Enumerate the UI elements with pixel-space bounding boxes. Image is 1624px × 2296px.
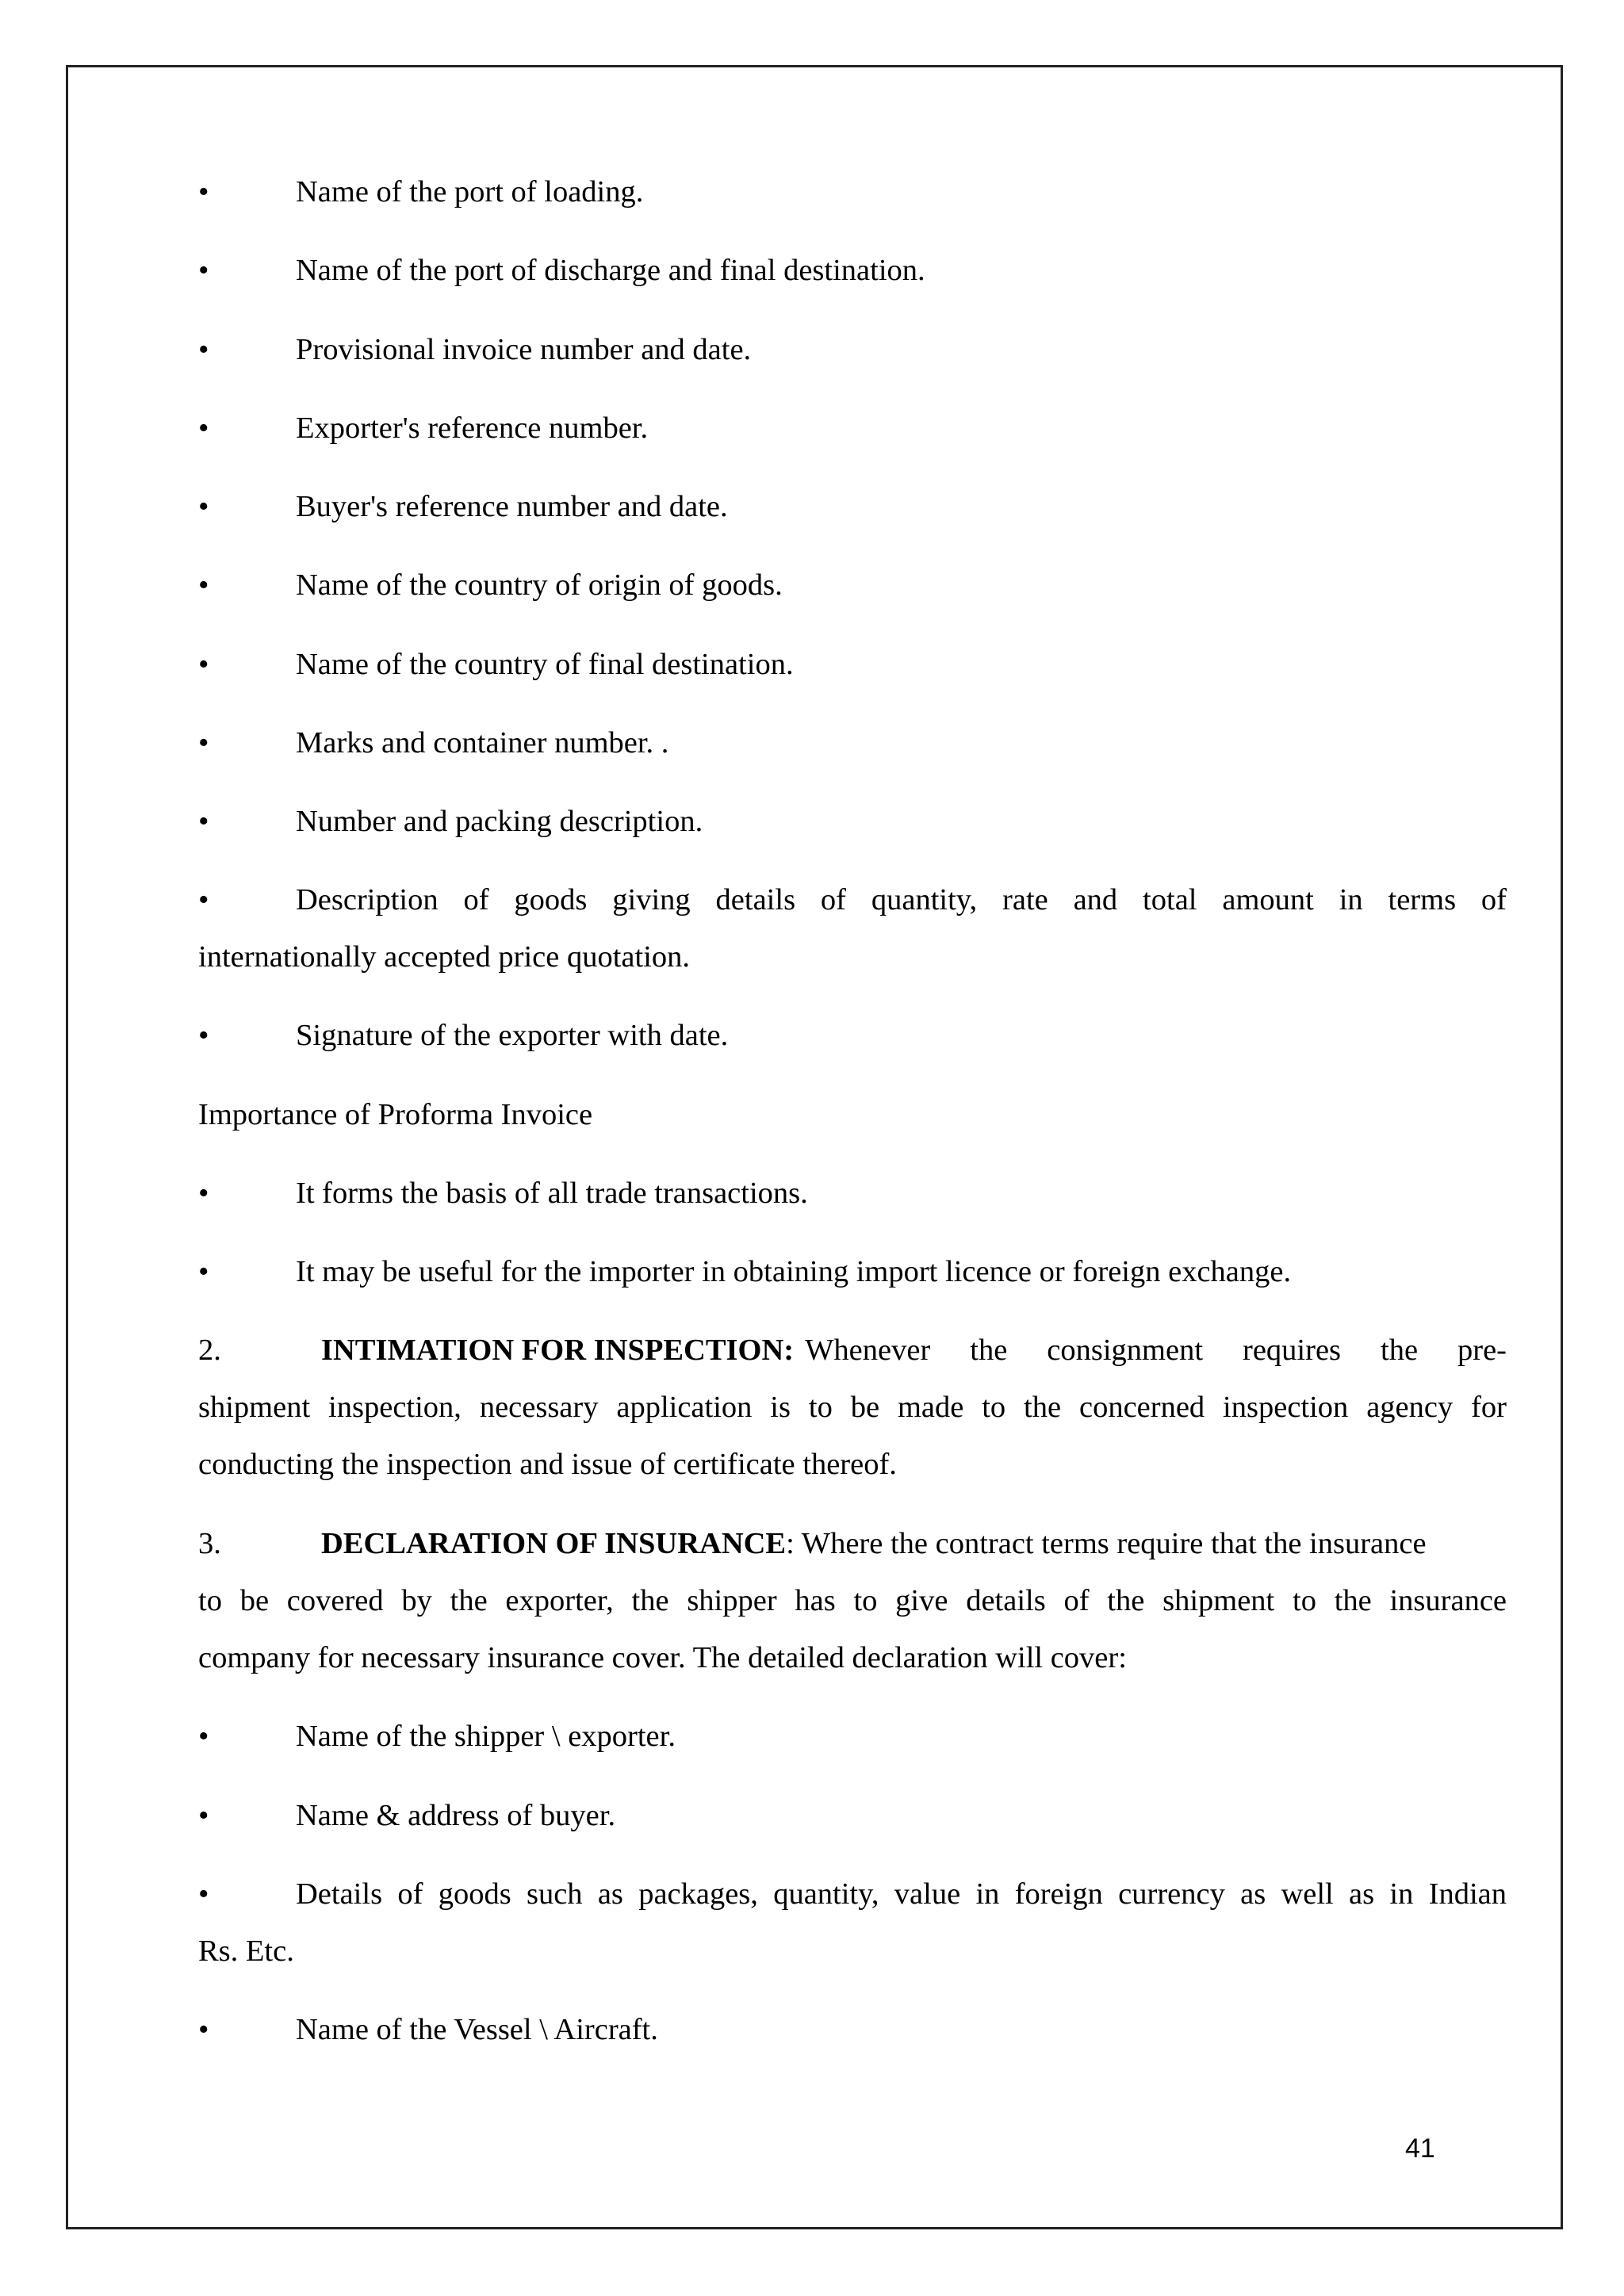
list-item-text: Name of the port of discharge and final destination. [296, 254, 925, 287]
list-item-text: It may be useful for the importer in obtaining import licence or foreign exchange. [296, 1255, 1292, 1288]
list-item-text: Number and packing description. [296, 805, 703, 838]
list-item-text: Exporter's reference number. [296, 411, 649, 445]
section-number: 3. [198, 1527, 221, 1560]
bullet-icon: • [198, 1799, 209, 1832]
list-item-text: Signature of the exporter with date. [296, 1019, 729, 1052]
section-3-line-2: to be covered by the exporter, the shipper has to give details of the shipment to the insurance [198, 1584, 1507, 1617]
bullet-icon: • [198, 411, 209, 445]
section-3-lead [321, 1515, 1427, 1572]
bullet-icon: • [198, 2013, 209, 2046]
list-item-text: Description of goods giving details of quantity, rate and total amount in terms of [296, 883, 1507, 916]
bullet-icon: • [198, 1255, 209, 1288]
list-item-text: Name of the port of loading. [296, 175, 644, 209]
section-number: 2. [198, 1334, 221, 1367]
section-2-lead [321, 1322, 1507, 1379]
list-item-text: Name of the country of origin of goods. [296, 568, 783, 602]
list-item-text: Buyer's reference number and date. [296, 490, 728, 523]
bullet-icon: • [198, 568, 209, 602]
bullet-icon: • [198, 490, 209, 523]
list-item-text: Name of the shipper \ exporter. [296, 1720, 676, 1753]
section-2-line-3: conducting the inspection and issue of certificate thereof. [198, 1448, 897, 1481]
bullet-icon: • [198, 883, 209, 916]
bullet-icon: • [198, 1177, 209, 1210]
list-item-text: Name & address of buyer. [296, 1799, 616, 1832]
page-number: 41 [1405, 2133, 1435, 2164]
bullet-icon: • [198, 333, 209, 366]
list-item-text: Marks and container number. . [296, 726, 669, 760]
bullet-icon: • [198, 1720, 209, 1753]
section-heading: INTIMATION FOR INSPECTION: [321, 1334, 795, 1367]
list-item-text: Name of the Vessel \ Aircraft. [296, 2013, 658, 2046]
bullet-icon: • [198, 1019, 209, 1052]
bullet-icon: • [198, 254, 209, 287]
section-text: Whenever the consignment requires the pre- [805, 1334, 1507, 1367]
list-item-text: It forms the basis of all trade transactions. [296, 1177, 808, 1210]
list-item-text: Name of the country of final destination. [296, 648, 794, 681]
list-item-continuation: Rs. Etc. [198, 1934, 294, 1968]
section-3-line-3: company for necessary insurance cover. The detailed declaration will cover: [198, 1641, 1127, 1674]
subheading: Importance of Proforma Invoice [198, 1098, 593, 1131]
bullet-icon: • [198, 726, 209, 760]
bullet-icon: • [198, 648, 209, 681]
bullet-icon: • [198, 1877, 209, 1911]
section-heading: DECLARATION OF INSURANCE [321, 1527, 787, 1560]
bullet-icon: • [198, 175, 209, 209]
section-2-line-2: shipment inspection, necessary application is to be made to the concerned inspection agency for [198, 1391, 1507, 1424]
list-item-continuation: internationally accepted price quotation. [198, 940, 691, 974]
bullet-icon: • [198, 805, 209, 838]
section-text: : Where the contract terms require that the insurance [786, 1527, 1427, 1560]
list-item-text: Provisional invoice number and date. [296, 333, 752, 366]
list-item-text: Details of goods such as packages, quantity, value in foreign currency as well as in Indian [296, 1877, 1507, 1911]
